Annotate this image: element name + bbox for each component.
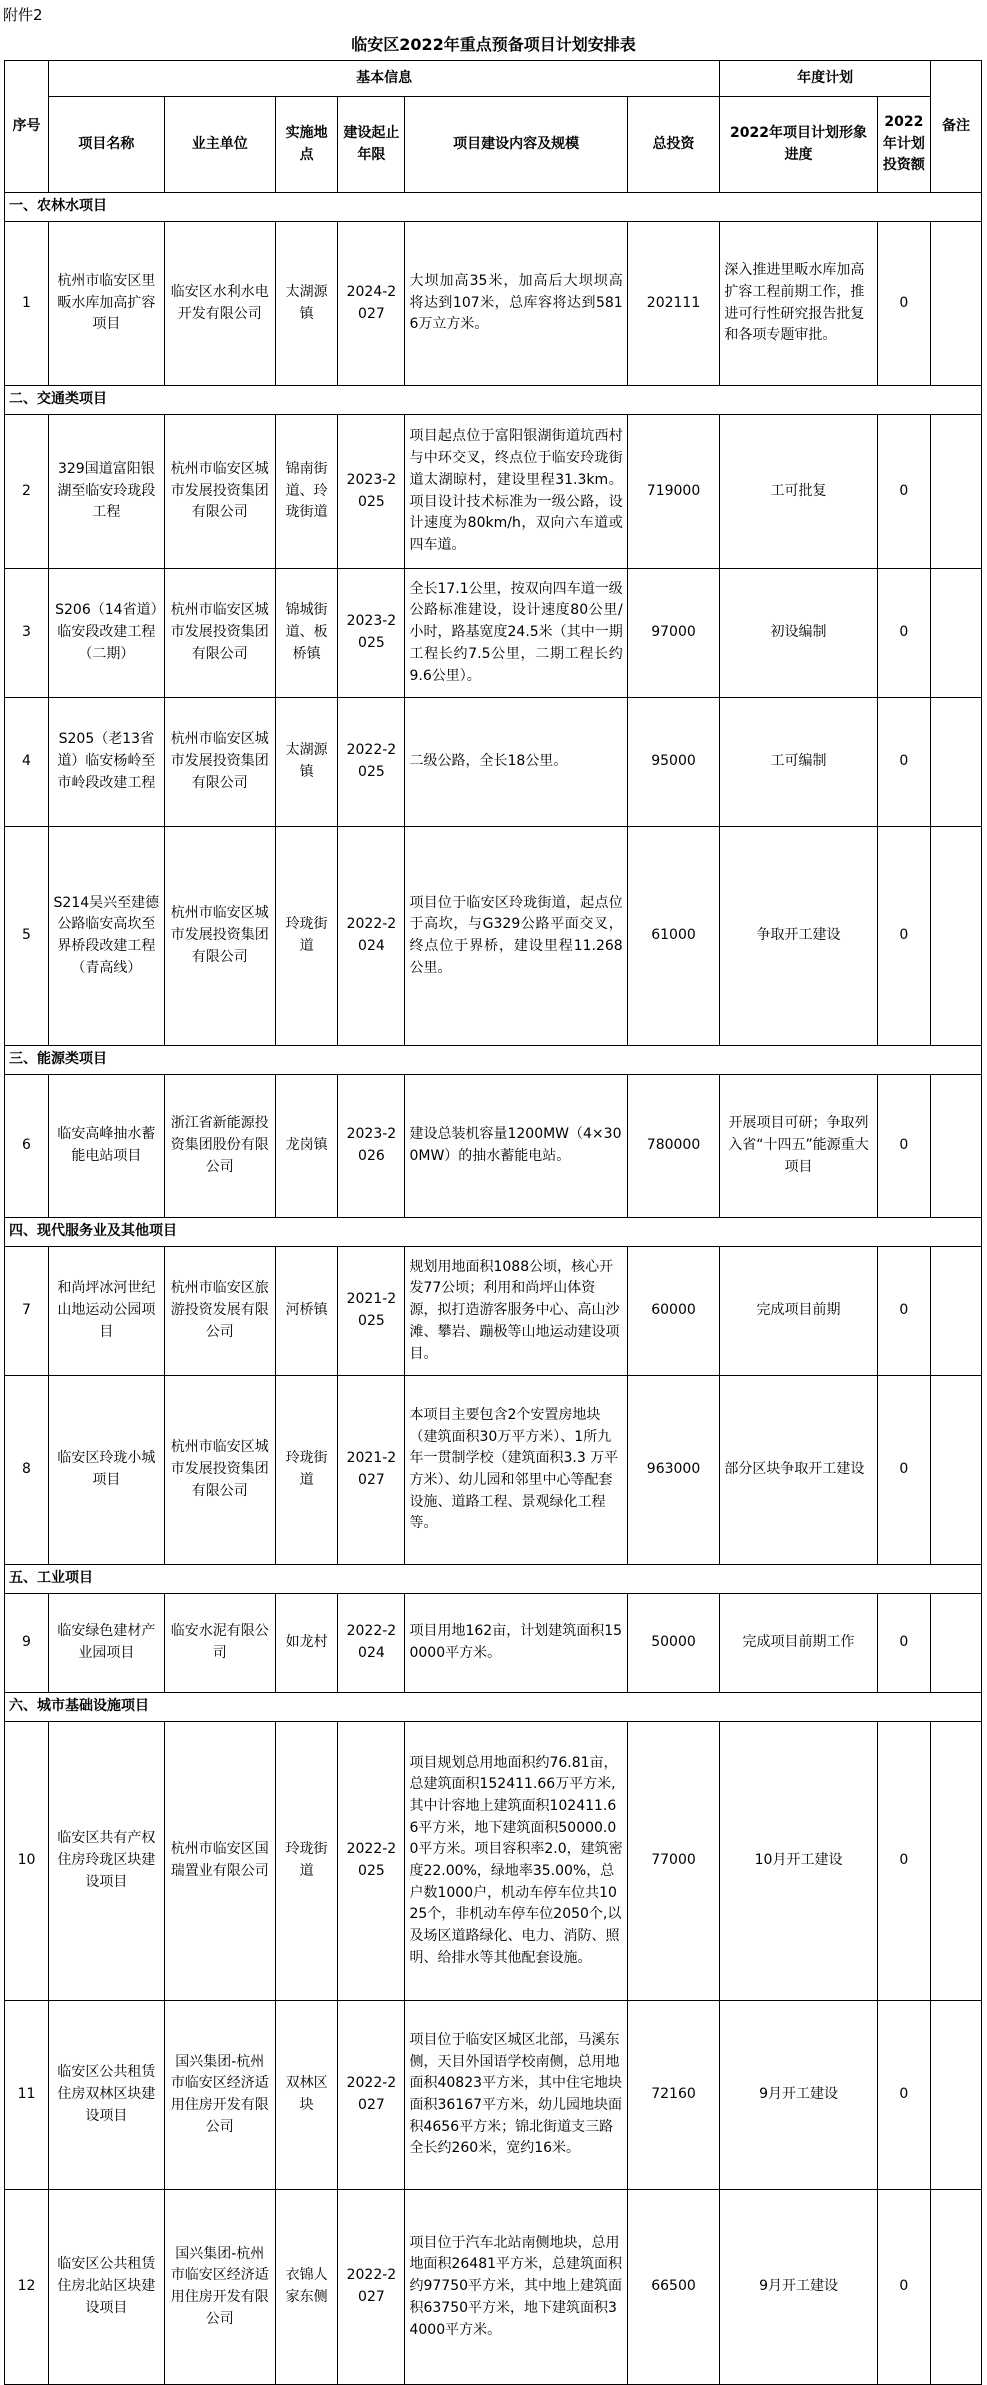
- cell-location: 玲珑街道: [275, 827, 338, 1046]
- cell-remark: [930, 1075, 981, 1218]
- cell-seq: 7: [5, 1247, 49, 1376]
- cell-seq: 11: [5, 2001, 49, 2190]
- cell-progress: 完成项目前期工作: [720, 1594, 877, 1693]
- header-owner: 业主单位: [164, 97, 275, 193]
- cell-period: 2022-2025: [338, 698, 405, 827]
- section-title: 二、交通类项目: [5, 386, 982, 415]
- cell-owner: 临安区水利水电开发有限公司: [164, 222, 275, 386]
- cell-owner: 杭州市临安区国瑞置业有限公司: [164, 1722, 275, 2001]
- cell-owner: 杭州市临安区旅游投资发展有限公司: [164, 1247, 275, 1376]
- cell-seq: 2: [5, 415, 49, 569]
- cell-progress: 完成项目前期: [720, 1247, 877, 1376]
- cell-seq: 12: [5, 2190, 49, 2385]
- cell-remark: [930, 222, 981, 386]
- cell-seq: 6: [5, 1075, 49, 1218]
- cell-seq: 3: [5, 569, 49, 698]
- cell-location: 龙岗镇: [275, 1075, 338, 1218]
- cell-location: 玲珑街道: [275, 1722, 338, 2001]
- table-row: [5, 415, 982, 569]
- cell-remark: [930, 1376, 981, 1565]
- header-annual-plan: 年度计划: [720, 61, 931, 97]
- cell-content: 建设总装机容量1200MW（4×300MW）的抽水蓄能电站。: [405, 1075, 627, 1218]
- cell-invest: 0: [877, 415, 930, 569]
- cell-name: 临安区共有产权住房玲珑区块建设项目: [48, 1722, 164, 2001]
- cell-period: 2022-2027: [338, 2001, 405, 2190]
- cell-invest: 0: [877, 698, 930, 827]
- cell-progress: 工可批复: [720, 415, 877, 569]
- cell-location: 河桥镇: [275, 1247, 338, 1376]
- section-title: 三、能源类项目: [5, 1046, 982, 1075]
- header-seq: 序号: [5, 61, 49, 193]
- cell-owner: 浙江省新能源投资集团股份有限公司: [164, 1075, 275, 1218]
- header-total: 总投资: [627, 97, 720, 193]
- header-invest-2022: 2022年计划投资额: [877, 97, 930, 193]
- table-row: [5, 698, 982, 827]
- cell-location: 如龙村: [275, 1594, 338, 1693]
- cell-total: 50000: [627, 1594, 720, 1693]
- attachment-label: 附件2: [3, 6, 43, 24]
- cell-remark: [930, 569, 981, 698]
- cell-progress: 部分区块争取开工建设: [720, 1376, 877, 1565]
- table-row: [5, 1247, 982, 1376]
- cell-seq: 8: [5, 1376, 49, 1565]
- section-row: [5, 1565, 982, 1594]
- table-row: [5, 1376, 982, 1565]
- cell-total: 719000: [627, 415, 720, 569]
- cell-remark: [930, 827, 981, 1046]
- cell-name: 临安区玲珑小城项目: [48, 1376, 164, 1565]
- cell-seq: 5: [5, 827, 49, 1046]
- cell-invest: 0: [877, 827, 930, 1046]
- cell-invest: 0: [877, 1247, 930, 1376]
- cell-progress: 争取开工建设: [720, 827, 877, 1046]
- cell-progress: 开展项目可研；争取列入省“十四五”能源重大项目: [720, 1075, 877, 1218]
- cell-content: 规划用地面积1088公顷，核心开发77公顷；利用和尚坪山体资源，拟打造游客服务中心、高山沙滩、攀岩、蹦极等山地运动建设项目。: [405, 1247, 627, 1376]
- cell-invest: 0: [877, 2001, 930, 2190]
- section-title: 六、城市基础设施项目: [5, 1693, 982, 1722]
- project-plan-table: [4, 60, 982, 2385]
- cell-owner: 杭州市临安区城市发展投资集团有限公司: [164, 698, 275, 827]
- cell-seq: 4: [5, 698, 49, 827]
- cell-period: 2021-2025: [338, 1247, 405, 1376]
- cell-invest: 0: [877, 222, 930, 386]
- header-progress: 2022年项目计划形象进度: [720, 97, 877, 193]
- cell-total: 66500: [627, 2190, 720, 2385]
- table-row: [5, 1594, 982, 1693]
- cell-name: S205（老13省道）临安杨岭至市岭段改建工程: [48, 698, 164, 827]
- cell-name: 临安区公共租赁住房北站区块建设项目: [48, 2190, 164, 2385]
- section-row: [5, 193, 982, 222]
- cell-progress: 深入推进里畈水库加高扩容工程前期工作，推进可行性研究报告批复和各项专题审批。: [720, 222, 877, 386]
- cell-owner: 杭州市临安区城市发展投资集团有限公司: [164, 415, 275, 569]
- cell-content: 本项目主要包含2个安置房地块（建筑面积30万平方米）、1所九年一贯制学校（建筑面积3.3 万平方米）、幼儿园和邻里中心等配套设施、道路工程、景观绿化工程等。: [405, 1376, 627, 1565]
- cell-invest: 0: [877, 2190, 930, 2385]
- cell-period: 2023-2025: [338, 569, 405, 698]
- cell-name: 329国道富阳银湖至临安玲珑段工程: [48, 415, 164, 569]
- cell-period: 2023-2025: [338, 415, 405, 569]
- header-location: 实施地点: [275, 97, 338, 193]
- header-name: 项目名称: [48, 97, 164, 193]
- cell-invest: 0: [877, 1594, 930, 1693]
- cell-period: 2022-2027: [338, 2190, 405, 2385]
- cell-owner: 杭州市临安区城市发展投资集团有限公司: [164, 1376, 275, 1565]
- cell-seq: 10: [5, 1722, 49, 2001]
- table-row: [5, 569, 982, 698]
- cell-total: 60000: [627, 1247, 720, 1376]
- header-basic-info: 基本信息: [48, 61, 719, 97]
- cell-invest: 0: [877, 569, 930, 698]
- cell-seq: 1: [5, 222, 49, 386]
- cell-name: 杭州市临安区里畈水库加高扩容项目: [48, 222, 164, 386]
- table-row: [5, 2001, 982, 2190]
- cell-name: 临安区公共租赁住房双林区块建设项目: [48, 2001, 164, 2190]
- cell-remark: [930, 1722, 981, 2001]
- cell-content: 大坝加高35米，加高后大坝坝高将达到107米，总库容将达到5816万立方米。: [405, 222, 627, 386]
- section-row: [5, 1218, 982, 1247]
- table-row: [5, 2190, 982, 2385]
- cell-total: 61000: [627, 827, 720, 1046]
- cell-location: 太湖源镇: [275, 222, 338, 386]
- table-row: [5, 827, 982, 1046]
- cell-invest: 0: [877, 1722, 930, 2001]
- cell-remark: [930, 2190, 981, 2385]
- cell-location: 锦南街道、玲珑街道: [275, 415, 338, 569]
- cell-owner: 杭州市临安区城市发展投资集团有限公司: [164, 569, 275, 698]
- cell-remark: [930, 2001, 981, 2190]
- cell-total: 202111: [627, 222, 720, 386]
- table-row: [5, 1722, 982, 2001]
- cell-remark: [930, 1247, 981, 1376]
- cell-location: 衣锦人家东侧: [275, 2190, 338, 2385]
- cell-seq: 9: [5, 1594, 49, 1693]
- table-row: [5, 222, 982, 386]
- section-row: [5, 386, 982, 415]
- cell-name: S206（14省道）临安段改建工程（二期）: [48, 569, 164, 698]
- cell-name: 临安高峰抽水蓄能电站项目: [48, 1075, 164, 1218]
- cell-total: 77000: [627, 1722, 720, 2001]
- section-row: [5, 1046, 982, 1075]
- cell-period: 2022-2025: [338, 1722, 405, 2001]
- cell-invest: 0: [877, 1376, 930, 1565]
- cell-progress: 9月开工建设: [720, 2001, 877, 2190]
- cell-location: 双林区块: [275, 2001, 338, 2190]
- cell-remark: [930, 1594, 981, 1693]
- cell-progress: 工可编制: [720, 698, 877, 827]
- cell-name: 和尚坪冰河世纪山地运动公园项目: [48, 1247, 164, 1376]
- cell-period: 2022-2024: [338, 1594, 405, 1693]
- section-row: [5, 1693, 982, 1722]
- section-title: 四、现代服务业及其他项目: [5, 1218, 982, 1247]
- cell-period: 2023-2026: [338, 1075, 405, 1218]
- cell-content: 项目位于临安区玲珑街道，起点位于高坎，与G329公路平面交叉，终点位于界桥，建设里程11.268公里。: [405, 827, 627, 1046]
- header-period: 建设起止年限: [338, 97, 405, 193]
- cell-owner: 杭州市临安区城市发展投资集团有限公司: [164, 827, 275, 1046]
- cell-content: 项目起点位于富阳银湖街道坑西村与中环交叉，终点位于临安玲珑街道太湖晾村，建设里程31.3km。项目设计技术标准为一级公路，设计速度为80km/h，双向六车道或四车道。: [405, 415, 627, 569]
- cell-remark: [930, 698, 981, 827]
- cell-name: 临安绿色建材产业园项目: [48, 1594, 164, 1693]
- cell-owner: 国兴集团-杭州市临安区经济适用住房开发有限公司: [164, 2001, 275, 2190]
- cell-location: 玲珑街道: [275, 1376, 338, 1565]
- cell-period: 2024-2027: [338, 222, 405, 386]
- table-row: [5, 1075, 982, 1218]
- cell-location: 太湖源镇: [275, 698, 338, 827]
- cell-progress: 初设编制: [720, 569, 877, 698]
- cell-progress: 10月开工建设: [720, 1722, 877, 2001]
- cell-period: 2022-2024: [338, 827, 405, 1046]
- section-title: 一、农林水项目: [5, 193, 982, 222]
- cell-name: S214吴兴至建德公路临安高坎至界桥段改建工程（青高线）: [48, 827, 164, 1046]
- cell-invest: 0: [877, 1075, 930, 1218]
- cell-owner: 国兴集团-杭州市临安区经济适用住房开发有限公司: [164, 2190, 275, 2385]
- section-title: 五、工业项目: [5, 1565, 982, 1594]
- cell-content: 项目位于临安区城区北部，马溪东侧，天目外国语学校南侧，总用地面积40823平方米，其中住宅地块面积36167平方米，幼儿园地块面积4656平方米；锦北街道支三路全长约260米，宽约16米。: [405, 2001, 627, 2190]
- cell-progress: 9月开工建设: [720, 2190, 877, 2385]
- cell-content: 项目用地162亩，计划建筑面积150000平方米。: [405, 1594, 627, 1693]
- cell-content: 全长17.1公里，按双向四车道一级公路标准建设，设计速度80公里/小时，路基宽度24.5米（其中一期工程长约7.5公里，二期工程长约9.6公里）。: [405, 569, 627, 698]
- cell-content: 项目规划总用地面积约76.81亩，总建筑面积152411.66万平方米,其中计容地上建筑面积102411.66平方米，地下建筑面积50000.00平方米。项目容积率2.0，建筑密度22.00%，绿地率35.00%，总户数1000户，机动车停车位共1025个，非机动车停车位2050个,以及场区道路绿化、电力、消防、照明、给排水等其他配套设施。: [405, 1722, 627, 2001]
- header-content: 项目建设内容及规模: [405, 97, 627, 193]
- cell-location: 锦城街道、板桥镇: [275, 569, 338, 698]
- cell-content: 项目位于汽车北站南侧地块，总用地面积26481平方米，总建筑面积约97750平方米，其中地上建筑面积63750平方米，地下建筑面积34000平方米。: [405, 2190, 627, 2385]
- cell-remark: [930, 415, 981, 569]
- header-remark: 备注: [930, 61, 981, 193]
- cell-total: 95000: [627, 698, 720, 827]
- cell-total: 72160: [627, 2001, 720, 2190]
- cell-total: 963000: [627, 1376, 720, 1565]
- cell-owner: 临安水泥有限公司: [164, 1594, 275, 1693]
- document-title: 临安区2022年重点预备项目计划安排表: [351, 35, 636, 54]
- cell-content: 二级公路，全长18公里。: [405, 698, 627, 827]
- cell-total: 780000: [627, 1075, 720, 1218]
- cell-period: 2021-2027: [338, 1376, 405, 1565]
- cell-total: 97000: [627, 569, 720, 698]
